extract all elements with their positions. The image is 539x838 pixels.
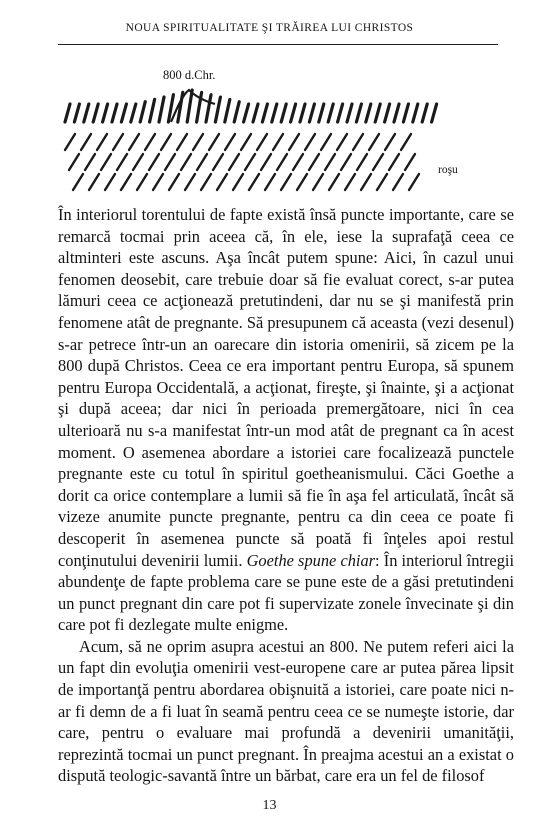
header-rule	[58, 44, 498, 45]
hatch-stroke	[206, 95, 211, 122]
hatch-stroke	[233, 174, 243, 190]
hatch-stroke	[305, 134, 315, 150]
hatch-stroke	[253, 104, 258, 122]
hatch-stroke	[140, 102, 145, 122]
hatch-stroke	[112, 104, 117, 122]
hatch-stroke	[133, 154, 143, 170]
hatch-stroke	[74, 104, 79, 122]
hatch-stroke	[103, 104, 108, 122]
hatch-stroke	[121, 104, 126, 122]
hatch-stroke	[281, 174, 291, 190]
hatch-stroke	[121, 174, 131, 190]
hatch-stroke	[217, 174, 227, 190]
hatch-stroke	[193, 134, 203, 150]
emphasis: Goethe spune chiar	[246, 550, 376, 570]
hatch-stroke	[328, 104, 333, 122]
hatch-stroke	[215, 97, 220, 122]
hatch-stroke	[225, 134, 235, 150]
hatch-stroke	[209, 134, 219, 150]
hatch-stroke	[369, 134, 379, 150]
hatch-stroke	[117, 154, 127, 170]
hatch-stroke	[353, 134, 363, 150]
hatch-stroke	[177, 134, 187, 150]
hatch-stroke	[161, 134, 171, 150]
hatch-stroke	[244, 104, 249, 122]
hatch-stroke	[313, 174, 323, 190]
page-number: 13	[262, 798, 277, 813]
paragraph: În interiorul torentului de fapte există însă puncte importante, care se remarcă tocmai prin aceea că, în ele, iese la suprafaţă ceea ce altminteri este ascuns. Aşa încât putem spune: Aici, în cazul unui fenomen deosebit, care trebuie doar să fie evaluat corect, s-ar putea lămuri ceea ce acţionează pretutindeni, dar nu se şi manifestă prin fenomene atât de pregnante. Să presupunem că aceasta (vezi desenul) s-ar petrece într-un an oarecare din istoria omenirii, să zicem pe la 800 după Christos. Ceea ce era important pentru Europa, să spunem pentru Europa Occidentală, a acţionat, fireşte, şi înainte, şi a acţionat şi după aceea; dar nici în perioada premergătoare, nici în cea ulterioară nu s-a manifestat într-un mod atât de pregnant ca în acest moment. O asemenea abordare a istoriei care focalizează punctele pregnante este cu totul în spiritul goetheanismului. Căci Goethe a dorit ca orice contemplare a lumii să fie în aşa fel articulată, încât să vizeze anumite puncte pregnante, pentru ca din ceea ce poate fi descoperit în asemenea puncte să poată fi înţeles apoi restul conţinutului devenirii lumii. Goethe spune chiar: În interiorul întregii abundenţe de fapte problema care se pune este de a găsi pretutindeni un punct pregnant din care pot fi supervizate zonele învecinate şi din care pot fi dezlegate multe enigme.	[58, 205, 514, 635]
hatch-stroke	[281, 104, 286, 122]
hatch-stroke	[93, 104, 98, 122]
paragraph: Acum, să ne oprim asupra acestui an 800. Ne putem referi aici la un fapt din evoluţia omenirii vest-europene care ar putea părea lipsit de importanţă pentru abordarea obişnuită a istoriei, care poate nici n-ar fi demn de a fi luat în seamă pentru ceea ce se numeşte istorie, dar care, pentru o evaluare mai profundă a devenirii umanităţii, reprezintă tocmai un punct pregnant. În preajma acestui an a existat o dispută teologic-savantă între un bărbat, care era un fel de filosof	[58, 636, 514, 786]
hatch-stroke	[389, 154, 399, 170]
hatch-stroke	[409, 174, 419, 190]
hatch-stroke	[319, 104, 324, 122]
hatch-stroke	[394, 104, 399, 122]
hatch-stroke	[65, 104, 70, 122]
hatch-stroke	[373, 154, 383, 170]
hatch-stroke	[131, 104, 136, 122]
hatch-stroke	[249, 174, 259, 190]
body-text	[58, 204, 514, 787]
hatch-stroke	[89, 174, 99, 190]
hatch-stroke	[377, 174, 387, 190]
hatch-stroke	[101, 154, 111, 170]
hatch-stroke	[361, 174, 371, 190]
hatch-drawing	[55, 82, 485, 210]
hatch-stroke	[265, 174, 275, 190]
hatch-stroke	[385, 134, 395, 150]
hatch-stroke	[403, 104, 408, 122]
hatch-stroke	[277, 154, 287, 170]
hatch-stroke	[432, 104, 437, 122]
hatch-stroke	[345, 174, 355, 190]
hatch-stroke	[385, 104, 390, 122]
hatch-stroke	[257, 134, 267, 150]
hatch-diagram	[55, 62, 485, 212]
hatch-stroke	[261, 154, 271, 170]
hatch-stroke	[309, 154, 319, 170]
hatch-stroke	[69, 154, 79, 170]
hatch-stroke	[325, 154, 335, 170]
hatch-stroke	[289, 134, 299, 150]
hatch-stroke	[185, 174, 195, 190]
hatch-stroke	[84, 104, 89, 122]
hatch-stroke	[229, 154, 239, 170]
hatch-stroke	[187, 90, 192, 122]
hatch-stroke	[165, 154, 175, 170]
hatch-stroke	[309, 104, 314, 122]
hatch-stroke	[375, 104, 380, 122]
hatch-stroke	[329, 174, 339, 190]
hatch-stroke	[297, 174, 307, 190]
hatch-stroke	[197, 154, 207, 170]
hatch-stroke	[405, 154, 415, 170]
hatch-stroke	[234, 102, 239, 122]
hatch-stroke	[159, 97, 164, 122]
hatch-stroke	[213, 154, 223, 170]
hatch-stroke	[272, 104, 277, 122]
hatch-stroke	[65, 134, 75, 150]
hatch-stroke	[413, 104, 418, 122]
hatch-stroke	[153, 174, 163, 190]
hatch-stroke	[293, 154, 303, 170]
hatch-stroke	[300, 104, 305, 122]
hatch-stroke	[73, 174, 83, 190]
hatch-stroke	[338, 104, 343, 122]
running-title: NOUA SPIRITUALITATE ŞI TRĂIREA LUI CHRISTOS	[125, 22, 414, 34]
hatch-stroke	[366, 104, 371, 122]
hatch-stroke	[245, 154, 255, 170]
hatch-stroke	[97, 134, 107, 150]
hatch-stroke	[401, 134, 411, 150]
hatch-stroke	[225, 99, 230, 122]
hatch-stroke	[149, 154, 159, 170]
hatch-stroke	[273, 134, 283, 150]
hatch-stroke	[81, 134, 91, 150]
diagram-color-label: roşu	[438, 164, 458, 176]
hatch-stroke	[145, 134, 155, 150]
hatch-stroke	[113, 134, 123, 150]
hatch-stroke	[422, 104, 427, 122]
hatch-stroke	[129, 134, 139, 150]
hatch-stroke	[85, 154, 95, 170]
hatch-stroke	[150, 99, 155, 122]
hatch-stroke	[105, 174, 115, 190]
hatch-stroke	[393, 174, 403, 190]
lower-hatch-rows	[65, 134, 419, 190]
diagram-date-label: 800 d.Chr.	[163, 68, 216, 82]
hatch-stroke	[341, 154, 351, 170]
hatch-stroke	[347, 104, 352, 122]
hatch-stroke	[291, 104, 296, 122]
hatch-stroke	[169, 174, 179, 190]
hatch-stroke	[337, 134, 347, 150]
hatch-stroke	[241, 134, 251, 150]
upper-hatch-row	[65, 90, 437, 122]
hatch-stroke	[201, 174, 211, 190]
hatch-stroke	[321, 134, 331, 150]
hatch-stroke	[137, 174, 147, 190]
hatch-stroke	[357, 154, 367, 170]
hatch-stroke	[356, 104, 361, 122]
hatch-stroke	[262, 104, 267, 122]
hatch-stroke	[181, 154, 191, 170]
